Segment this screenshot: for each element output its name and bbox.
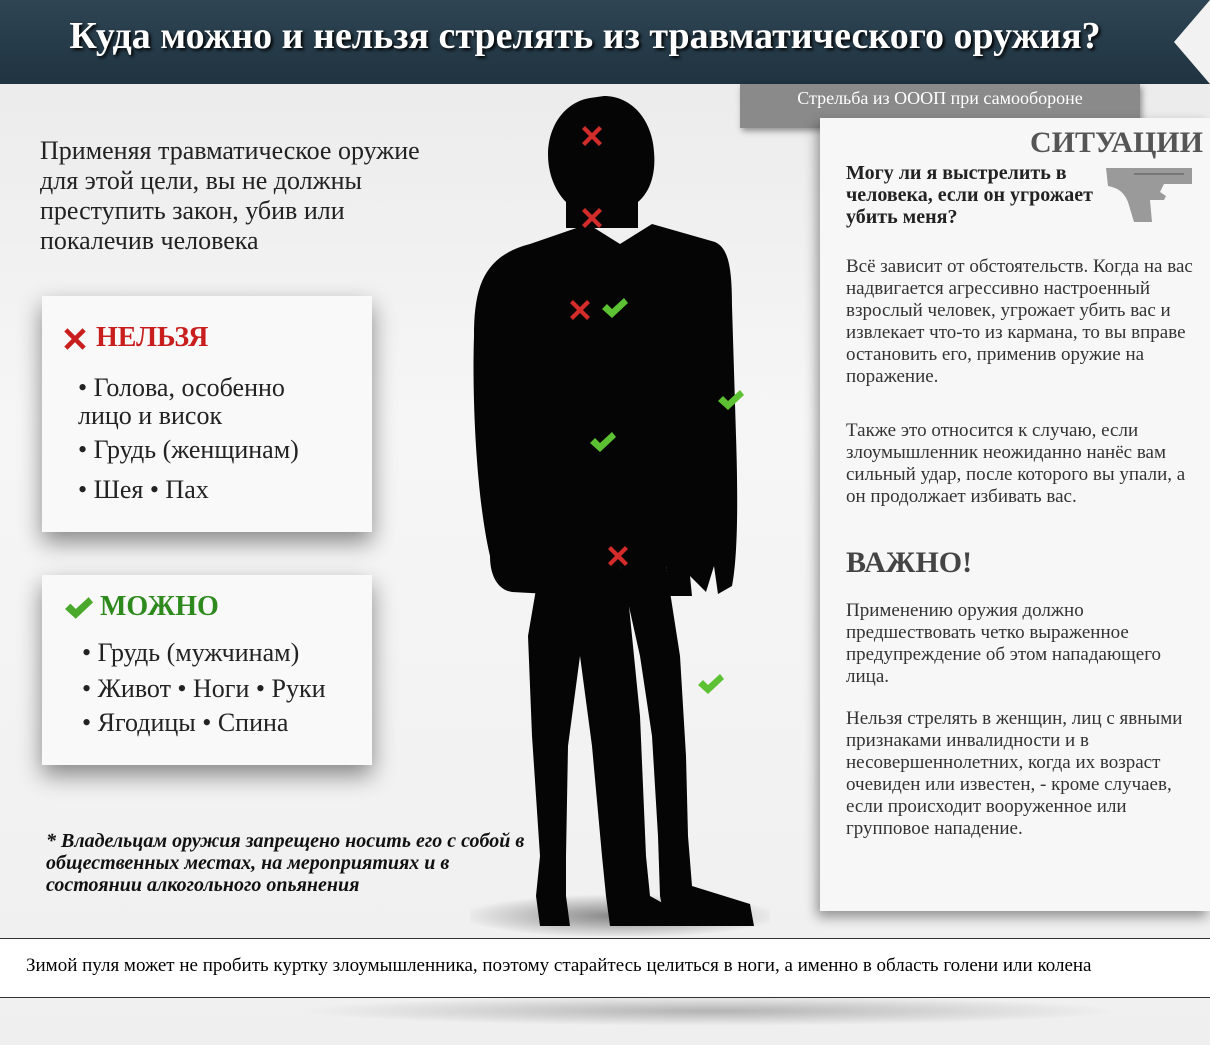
allowed-heading: МОЖНО [100, 591, 219, 622]
footnote: * Владельцам оружия запрещено носить его с собой в общественных местах, на мероприятиях и в состоянии алкогольного опьянения [46, 830, 525, 896]
cross-icon [578, 204, 606, 232]
important-paragraph: Применению оружия должно предшествовать четко выраженное предупреждение об этом нападающего лица. [846, 600, 1162, 687]
forbidden-item: • Шея • Пах [78, 475, 209, 504]
cross-icon [566, 296, 594, 324]
forbidden-item: • Голова, особенно [78, 373, 285, 402]
check-icon [716, 388, 746, 414]
allowed-item: • Ягодицы • Спина [82, 708, 289, 737]
check-icon [696, 672, 726, 698]
allowed-card [42, 575, 372, 765]
forbidden-card [42, 296, 372, 532]
situation-question: Могу ли я выстрелить в человека, если он угрожает убить меня? [846, 162, 1093, 228]
situation-paragraph: Всё зависит от обстоятельств. Когда на вас надвигается агрессивно настроенный взрослый человек, угрожает убить вас и извлекает что-то из кармана, то вы вправе остановить его, применив оружие на поражение. [846, 256, 1193, 387]
check-icon [600, 296, 630, 322]
cross-icon [60, 324, 90, 354]
pistol-icon [1104, 162, 1196, 226]
cross-icon [578, 122, 606, 150]
forbidden-item: лицо и висок [78, 401, 223, 430]
header-notch [1174, 0, 1210, 84]
situations-title: СИТУАЦИИ [1030, 126, 1203, 159]
situations-panel [820, 118, 1210, 911]
header-bar [0, 0, 1210, 84]
forbidden-heading: НЕЛЬЗЯ [96, 322, 209, 353]
check-icon [588, 430, 618, 456]
intro-text: Применяя травматическое оружие для этой цели, вы не должны преступить закон, убив или покалечив человека [40, 136, 420, 255]
subtitle-text: Стрельба из ОООП при самообороне [797, 88, 1083, 108]
situation-paragraph: Также это относится к случаю, если злоумышленник неожиданно нанёс вам сильный удар, после которого вы упали, а он продолжает избивать вас. [846, 420, 1186, 507]
important-heading: ВАЖНО! [846, 546, 973, 579]
bottom-note: Зимой пуля может не пробить куртку злоумышленника, поэтому старайтесь целиться в ноги, а именно в область голени или колена [26, 955, 1092, 976]
bottom-note-bar [0, 938, 1210, 998]
forbidden-item: • Грудь (женщинам) [78, 435, 299, 464]
important-paragraph: Нельзя стрелять в женщин, лиц с явными признаками инвалидности и в несовершеннолетних, когда их возраст очевиден или известен, - кроме случаев, если происходит вооруженное или групповое нападение. [846, 708, 1183, 839]
cross-icon [604, 542, 632, 570]
bottom-shadow [300, 996, 1120, 1026]
page-title: Куда можно и нельзя стрелять из травматического оружия? [69, 15, 1101, 57]
person-silhouette [470, 96, 770, 936]
check-icon [62, 595, 96, 623]
allowed-item: • Живот • Ноги • Руки [82, 674, 326, 703]
allowed-item: • Грудь (мужчинам) [82, 638, 300, 667]
